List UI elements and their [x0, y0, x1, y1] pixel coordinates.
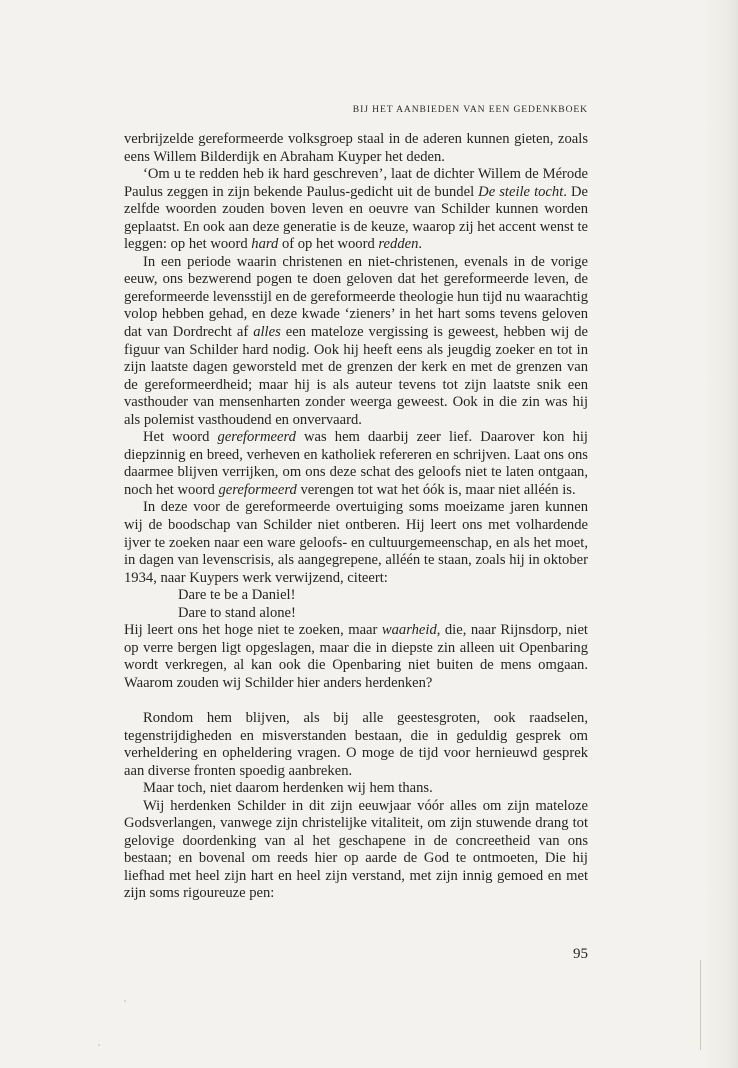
italic-phrase: De steile tocht [478, 183, 564, 200]
scan-edge-line [700, 960, 701, 1050]
italic-phrase: alles [253, 324, 281, 341]
running-head: BIJ HET AANBIEDEN VAN EEN GEDENKBOEK [352, 104, 588, 115]
paragraph [124, 780, 588, 798]
text-run: verengen tot wat het óók is, maar niet alléén is. [296, 481, 576, 498]
quote-line-1: Dare te be a Daniel! [177, 587, 296, 604]
text-run: ‘Om u te redden heb ik hard geschreven’, laat de dichter Willem de Mérode Paulus zeggen in zijn bekende Paulus-gedicht uit de bundel [124, 166, 588, 200]
paragraph [124, 429, 588, 499]
text-run: , die, naar Rijnsdorp, niet op verre bergen ligt opgeslagen, maar die in diepste zin alleen uit Openbaring wordt verkregen, al kan ook die Openbaring niet buiten de mens omgaan. Waarom zouden wij Schilder hier anders herdenken? [124, 622, 588, 691]
paragraph [124, 798, 588, 903]
text-run: In deze voor de gereformeerde overtuiging soms moeizame jaren kunnen wij de boodschap van Schilder niet ontberen. Hij leert ons met volhardende ijver te zoeken naar een ware geloofs- en cultuurgemeenschap, en als het moet, in dagen van levenscrisis, als aangegrepene, alléén te staan, zoals hij in oktober 1934, naar Kuypers werk verwijzend, citeert: [124, 499, 588, 586]
text-run: Rondom hem blijven, als bij alle geestesgroten, ook raadselen, tegenstrijdigheden en misverstanden bestaan, die in geduldig gesprek om verheldering en opheldering vragen. O moge de tijd voor hernieuwd gesprek aan diverse fronten spoedig aanbreken. [124, 710, 588, 779]
text-run: was hem daarbij zeer lief. Daarover kon hij diepzinnig en breed, verheven en katholiek refereren en schrijven. Laat ons ons daarmee blijven verrijken, om ons deze schat des geloofs niet te laten ontgaan, noch het woord [124, 429, 588, 498]
italic-phrase: gereformeerd [217, 429, 296, 446]
text-run: verbrijzelde gereformeerde volksgroep staal in de aderen kunnen gieten, zoals eens Willem Bilderdijk en Abraham Kuyper het deden. [124, 131, 588, 165]
text-run: Hij leert ons het hoge niet te zoeken, maar [124, 622, 382, 639]
text-run: . De zelfde woorden zouden boven leven en oeuvre van Schilder kunnen worden geplaatst. En ook aan deze generatie is de keuze, waarop zij het accent wenst te leggen: op het woord [124, 183, 588, 253]
text-run: Het woord [142, 429, 218, 446]
text-run: een mateloze vergissing is geweest, hebben wij de figuur van Schilder hard nodig. Ook hij heeft eens als jeugdig zoeker en tot in zijn laatste dagen geworsteld met de grenzen der kerk en met de grenzen van de gereformeerdheid; maar hij is als auteur tevens tot zijn laatste snik een vasthouder van mensenharten zonder weerga geweest. Ook in die zin was hij als polemist vasthoudend en onvervaard. [124, 324, 588, 428]
paragraphs-after-quote [124, 622, 588, 903]
paragraph [124, 710, 588, 780]
italic-phrase: redden [378, 236, 419, 253]
page-number: 95 [573, 946, 588, 962]
italic-phrase: waarheid [381, 622, 437, 639]
paragraph [124, 499, 588, 587]
paragraph [124, 622, 588, 692]
scan-speck [124, 1000, 126, 1002]
text-run: Maar toch, niet daarom herdenken wij hem thans. [142, 780, 433, 797]
paragraph [124, 254, 588, 429]
paragraphs-before-quote [124, 131, 588, 587]
italic-phrase: gereformeerd [218, 481, 297, 498]
text-run: . [418, 236, 423, 253]
scan-speck [98, 1044, 100, 1046]
text-run: Wij herdenken Schilder in dit zijn eeuwjaar vóór alles om zijn mateloze Godsverlangen, vanwege zijn christelijke vitaliteit, om zijn stuwende drang tot gelovige doordenking van al het geschapene in de concreetheid van ons bestaan; en bovenal om reeds hier op aarde de God te ontmoeten, Die hij liefhad met heel zijn hart en heel zijn verstand, met zijn innig gemoed en met zijn soms rigoureuze pen: [124, 797, 588, 902]
page-edge-shadow [704, 0, 738, 1068]
quote-line-2: Dare to stand alone! [177, 604, 296, 621]
block-quote [124, 587, 588, 622]
text-run: of op het woord [278, 236, 379, 253]
italic-phrase: hard [251, 236, 279, 253]
paragraph [124, 131, 588, 166]
body-text [124, 131, 588, 903]
text-run: In een periode waarin christenen en niet-christenen, evenals in de vorige eeuw, ons bezwerend pogen te doen geloven dat het gereformeerde leven, de gereformeerde levensstijl en de gereformeerde theologie hun tijd nu waarachtig volop hebben gehad, en deze kwade ‘zieners’ in het hart soms tevens geloven dat van Dordrecht af [124, 253, 588, 341]
paragraph [124, 166, 588, 254]
